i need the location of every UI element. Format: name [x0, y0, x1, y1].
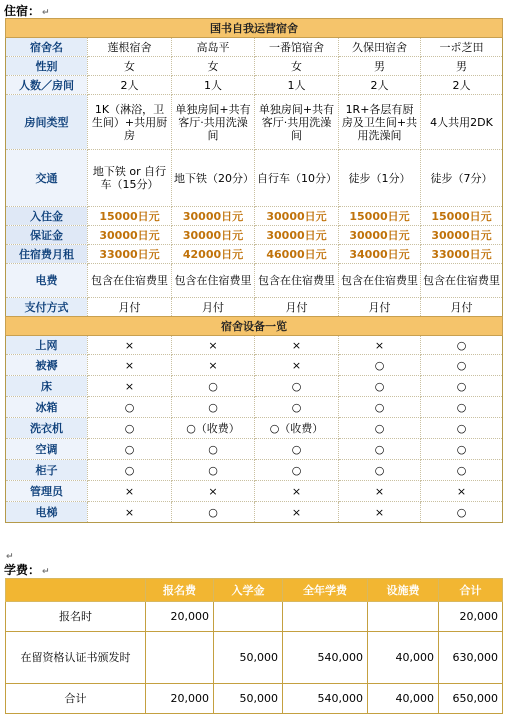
- equip-cell: ○: [339, 439, 421, 460]
- equip-row: [6, 355, 503, 376]
- fees-header: 入学金: [214, 579, 283, 602]
- dorm-cell: 徒步（7分）: [421, 150, 503, 207]
- equip-cell: ×: [172, 355, 255, 376]
- dorm-table: [5, 18, 503, 523]
- fees-table: [5, 578, 503, 714]
- equip-row: [6, 502, 503, 523]
- dorm-row-label: 人数／房间: [6, 76, 88, 95]
- dorm-cell: 30000日元: [172, 207, 255, 226]
- equip-cell: ○: [421, 460, 503, 481]
- equip-cell: ×: [88, 481, 172, 502]
- equip-row-label: 冰箱: [6, 397, 88, 418]
- equip-cell: ○: [421, 397, 503, 418]
- fees-row-label: 在留资格认证书颁发时: [6, 632, 146, 684]
- dorm-cell: 30000日元: [172, 226, 255, 245]
- dorm-cell: 月付: [421, 298, 503, 317]
- equip-cell: ○: [421, 502, 503, 523]
- dorm-band-row: [6, 19, 503, 38]
- equip-cell: ○: [339, 418, 421, 439]
- dorm-row: [6, 298, 503, 317]
- dorm-row-label: 支付方式: [6, 298, 88, 317]
- dorm-row-label: 保证金: [6, 226, 88, 245]
- fees-cell: [146, 632, 214, 684]
- dorm-row: [6, 264, 503, 298]
- dorm-row: [6, 57, 503, 76]
- fees-header: 报名费: [146, 579, 214, 602]
- fees-cell: 20,000: [439, 602, 503, 632]
- dorm-header-row: [6, 38, 503, 57]
- fees-cell: [283, 602, 368, 632]
- equip-cell: ○: [172, 376, 255, 397]
- fees-cell: 20,000: [146, 602, 214, 632]
- dorm-cell: 月付: [172, 298, 255, 317]
- equip-cell: ×: [88, 376, 172, 397]
- dorm-cell: 2人: [421, 76, 503, 95]
- equip-cell: ○: [255, 397, 339, 418]
- equip-row-label: 被褥: [6, 355, 88, 376]
- dorm-cell: 月付: [339, 298, 421, 317]
- dorm-cell: 单独房间+共有客厅·共用洗澡间: [255, 95, 339, 150]
- equip-cell: ○（收费）: [172, 418, 255, 439]
- dorm-cell: 2人: [88, 76, 172, 95]
- equip-row-label: 电梯: [6, 502, 88, 523]
- dorm-cell: 包含在住宿费里: [88, 264, 172, 298]
- dorm-cell: 1K（淋浴，卫生间）+共用厨房: [88, 95, 172, 150]
- fees-header-row: [6, 579, 503, 602]
- equip-cell: ×: [339, 481, 421, 502]
- fees-row-label: 报名时: [6, 602, 146, 632]
- equip-cell: ○: [172, 460, 255, 481]
- equip-cell: ○: [421, 418, 503, 439]
- dorm-name-4: 久保田宿舍: [339, 38, 421, 57]
- dorm-name-2: 高岛平: [172, 38, 255, 57]
- equip-cell: ○: [339, 397, 421, 418]
- dorm-cell: 30000日元: [88, 226, 172, 245]
- equip-cell: ○: [88, 418, 172, 439]
- dorm-name-3: 一番馆宿舍: [255, 38, 339, 57]
- equip-cell: ○: [421, 355, 503, 376]
- equip-band-title: 宿舍设备一览: [6, 317, 503, 336]
- dorm-cell: 自行车（10分）: [255, 150, 339, 207]
- fees-cell: 50,000: [214, 632, 283, 684]
- dorm-cell: 15000日元: [339, 207, 421, 226]
- dorm-cell: 30000日元: [255, 226, 339, 245]
- equip-row: [6, 460, 503, 481]
- dorm-cell: 46000日元: [255, 245, 339, 264]
- dorm-cell: 15000日元: [88, 207, 172, 226]
- fees-cell: 540,000: [283, 684, 368, 714]
- fees-cell: 540,000: [283, 632, 368, 684]
- dorm-row: [6, 95, 503, 150]
- fees-header: 合计: [439, 579, 503, 602]
- dorm-cell: 42000日元: [172, 245, 255, 264]
- equip-row-label: 上网: [6, 336, 88, 355]
- equip-cell: ×: [339, 502, 421, 523]
- equip-cell: ○: [421, 376, 503, 397]
- dorm-section-title: 住宿： ↵: [4, 4, 50, 18]
- dorm-header-label: 宿舍名: [6, 38, 88, 57]
- dorm-cell: 包含在住宿费里: [255, 264, 339, 298]
- equip-cell: ○: [339, 460, 421, 481]
- dorm-row-label: 房间类型: [6, 95, 88, 150]
- dorm-row: [6, 226, 503, 245]
- equip-row: [6, 418, 503, 439]
- dorm-name-1: 莲根宿舍: [88, 38, 172, 57]
- equip-cell: ○: [255, 439, 339, 460]
- fees-cell: [368, 602, 439, 632]
- dorm-cell: 月付: [88, 298, 172, 317]
- fees-header: [6, 579, 146, 602]
- equip-cell: ○: [172, 397, 255, 418]
- dorm-row-label: 性别: [6, 57, 88, 76]
- equip-cell: ×: [88, 355, 172, 376]
- dorm-cell: 1R+各层有厨房及卫生间+共用洗澡间: [339, 95, 421, 150]
- equip-row: [6, 336, 503, 355]
- dorm-cell: 包含在住宿费里: [172, 264, 255, 298]
- equip-cell: ○: [339, 376, 421, 397]
- dorm-band-title: 国书自我运营宿舍: [6, 19, 503, 38]
- fees-row-label: 合计: [6, 684, 146, 714]
- fees-cell: 650,000: [439, 684, 503, 714]
- equip-band-row: [6, 317, 503, 336]
- fees-row: [6, 632, 503, 684]
- equip-row-label: 空调: [6, 439, 88, 460]
- dorm-cell: 地下铁 or 自行车（15分）: [88, 150, 172, 207]
- dorm-cell: 单独房间+共有客厅·共用洗澡间: [172, 95, 255, 150]
- fees-row: [6, 602, 503, 632]
- equip-cell: ×: [255, 481, 339, 502]
- dorm-cell: 15000日元: [421, 207, 503, 226]
- dorm-row-label: 电费: [6, 264, 88, 298]
- equip-row-label: 柜子: [6, 460, 88, 481]
- equip-cell: ×: [421, 481, 503, 502]
- dorm-cell: 地下铁（20分）: [172, 150, 255, 207]
- equip-cell: ×: [255, 502, 339, 523]
- dorm-cell: 2人: [339, 76, 421, 95]
- fees-section-title-mark: ↵: [6, 552, 14, 562]
- equip-cell: ○: [421, 336, 503, 355]
- dorm-row-label: 入住金: [6, 207, 88, 226]
- equip-cell: ○: [421, 439, 503, 460]
- equip-cell: ○: [88, 460, 172, 481]
- fees-cell: 40,000: [368, 632, 439, 684]
- dorm-cell: 33000日元: [421, 245, 503, 264]
- equip-cell: ○: [172, 502, 255, 523]
- equip-cell: ×: [88, 336, 172, 355]
- equip-row: [6, 439, 503, 460]
- dorm-row: [6, 207, 503, 226]
- equip-row: [6, 376, 503, 397]
- dorm-cell: 女: [88, 57, 172, 76]
- fees-cell: 630,000: [439, 632, 503, 684]
- fees-cell: 40,000: [368, 684, 439, 714]
- equip-cell: ×: [172, 336, 255, 355]
- equip-cell: ○: [255, 460, 339, 481]
- equip-cell: ×: [88, 502, 172, 523]
- dorm-cell: 女: [255, 57, 339, 76]
- equip-row: [6, 481, 503, 502]
- dorm-cell: 30000日元: [339, 226, 421, 245]
- equip-cell: ×: [339, 336, 421, 355]
- fees-cell: 50,000: [214, 684, 283, 714]
- dorm-cell: 男: [339, 57, 421, 76]
- dorm-cell: 包含在住宿费里: [339, 264, 421, 298]
- fees-header: 设施费: [368, 579, 439, 602]
- equip-row-label: 洗衣机: [6, 418, 88, 439]
- equip-cell: ×: [255, 355, 339, 376]
- fees-section-title: 学费： ↵: [4, 563, 50, 577]
- fees-cell: [214, 602, 283, 632]
- equip-cell: ○: [339, 355, 421, 376]
- dorm-cell: 女: [172, 57, 255, 76]
- dorm-cell: 徒步（1分）: [339, 150, 421, 207]
- equip-cell: ○: [172, 439, 255, 460]
- dorm-row-label: 住宿费月租: [6, 245, 88, 264]
- equip-row-label: 床: [6, 376, 88, 397]
- dorm-cell: 1人: [255, 76, 339, 95]
- equip-cell: ×: [255, 336, 339, 355]
- dorm-row: [6, 150, 503, 207]
- fees-header: 全年学费: [283, 579, 368, 602]
- dorm-cell: 包含在住宿费里: [421, 264, 503, 298]
- dorm-cell: 30000日元: [255, 207, 339, 226]
- equip-cell: ○（收费）: [255, 418, 339, 439]
- equip-cell: ×: [172, 481, 255, 502]
- equip-row: [6, 397, 503, 418]
- equip-cell: ○: [88, 397, 172, 418]
- dorm-cell: 男: [421, 57, 503, 76]
- equip-cell: ○: [88, 439, 172, 460]
- dorm-cell: 30000日元: [421, 226, 503, 245]
- dorm-row-label: 交通: [6, 150, 88, 207]
- dorm-name-5: 一ポ芝田: [421, 38, 503, 57]
- dorm-cell: 4人共用2DK: [421, 95, 503, 150]
- dorm-row: [6, 76, 503, 95]
- dorm-cell: 33000日元: [88, 245, 172, 264]
- dorm-cell: 月付: [255, 298, 339, 317]
- equip-row-label: 管理员: [6, 481, 88, 502]
- fees-cell: 20,000: [146, 684, 214, 714]
- equip-cell: ○: [255, 376, 339, 397]
- dorm-cell: 1人: [172, 76, 255, 95]
- dorm-row: [6, 245, 503, 264]
- dorm-cell: 34000日元: [339, 245, 421, 264]
